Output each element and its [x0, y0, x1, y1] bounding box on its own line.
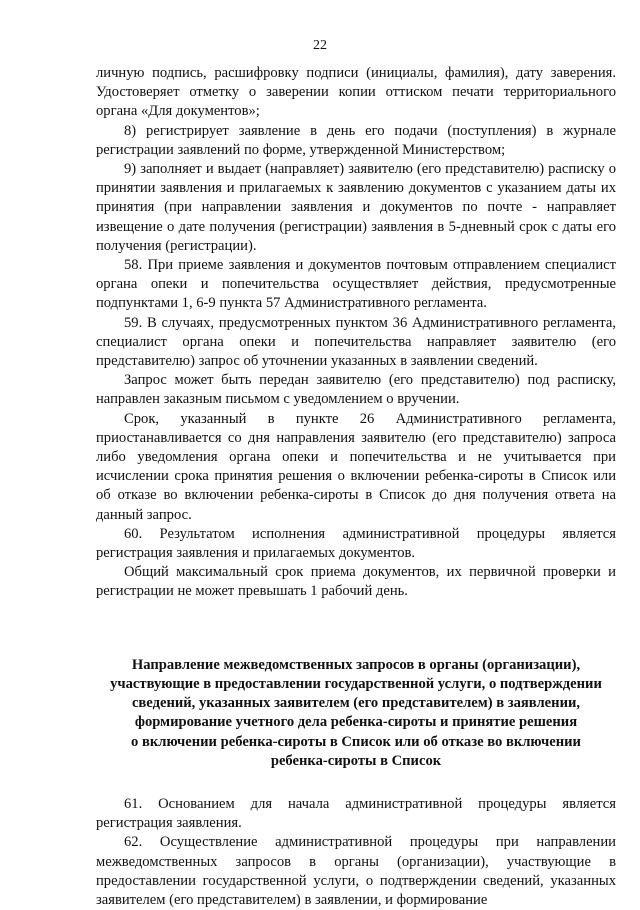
- paragraphs-bottom: [96, 795, 616, 910]
- paragraph: Срок, указанный в пункте 26 Административного регламента, приостанавливается со дня направления заявителю (его представителю) запроса либо уведомления органа опеки и попечительства и не учитывается при исчислении срока принятия решения о включении ребенка-сироты в Список или об отказе во включении ребенка-сироты в Список до дня получения ответа на данный запрос.: [96, 410, 616, 523]
- heading-line: участвующие в предоставлении государственной услуги, о подтверждении: [110, 675, 602, 692]
- paragraph: 59. В случаях, предусмотренных пунктом 36 Административного регламента, специалист органа опеки и попечительства направляет заявителю (его представителю) запрос об уточнении указанных в заявлении сведений.: [96, 314, 616, 370]
- paragraph: 61. Основанием для начала административной процедуры является регистрация заявления.: [96, 795, 616, 832]
- page-number: 22: [313, 38, 327, 53]
- heading-line: формирование учетного дела ребенка-сироты и принятие решения: [134, 714, 578, 731]
- paragraph: 58. При приеме заявления и документов почтовым отправлением специалист органа опеки и попечительства осуществляет действия, предусмотренные подпунктами 1, 6-9 пункта 57 Административного регламента.: [96, 257, 616, 312]
- paragraph: Общий максимальный срок приема документов, их первичной проверки и регистрации не может превышать 1 рабочий день.: [96, 564, 616, 600]
- paragraph: 60. Результатом исполнения административной процедуры является регистрация заявления и прилагаемых документов.: [96, 525, 616, 562]
- paragraph: личную подпись, расшифровку подписи (инициалы, фамилия), дату заверения. Удостоверяет отметку о заверении копии оттиском печати территориального органа «Для документов»;: [96, 65, 616, 120]
- paragraph: 8) регистрирует заявление в день его подачи (поступления) в журнале регистрации заявлений по форме, утвержденной Министерством;: [96, 122, 616, 158]
- heading-line: о включении ребенка-сироты в Список или об отказе во включении: [131, 733, 581, 750]
- document-body: [96, 64, 616, 910]
- heading-line: Направление межведомственных запросов в органы (организации),: [131, 656, 581, 673]
- heading-line: ребенка-сироты в Список: [270, 752, 442, 769]
- heading-line: сведений, указанных заявителем (его представителем) в заявлении,: [131, 695, 581, 712]
- section-heading: [96, 656, 616, 771]
- paragraph: 9) заполняет и выдает (направляет) заявителю (его представителю) расписку о принятии заявления и прилагаемых к заявлению документов с указанием даты их принятия (при направлении заявления и документов по почте - направляет извещение о дате получения (регистрации) заявления в 5-дневный срок с даты его получения (регистрации).: [96, 161, 616, 254]
- paragraph: 62. Осуществление административной процедуры при направлении межведомственных запросов в органы (организации), участвующие в предоставлении государственной услуги, о подтверждении сведений, указанных заявителем (его представителем) в заявлении, и формирование: [96, 834, 616, 908]
- paragraphs-top: [96, 64, 616, 602]
- paragraph: Запрос может быть передан заявителю (его представителю) под расписку, направлен заказным письмом с уведомлением о вручении.: [96, 372, 616, 408]
